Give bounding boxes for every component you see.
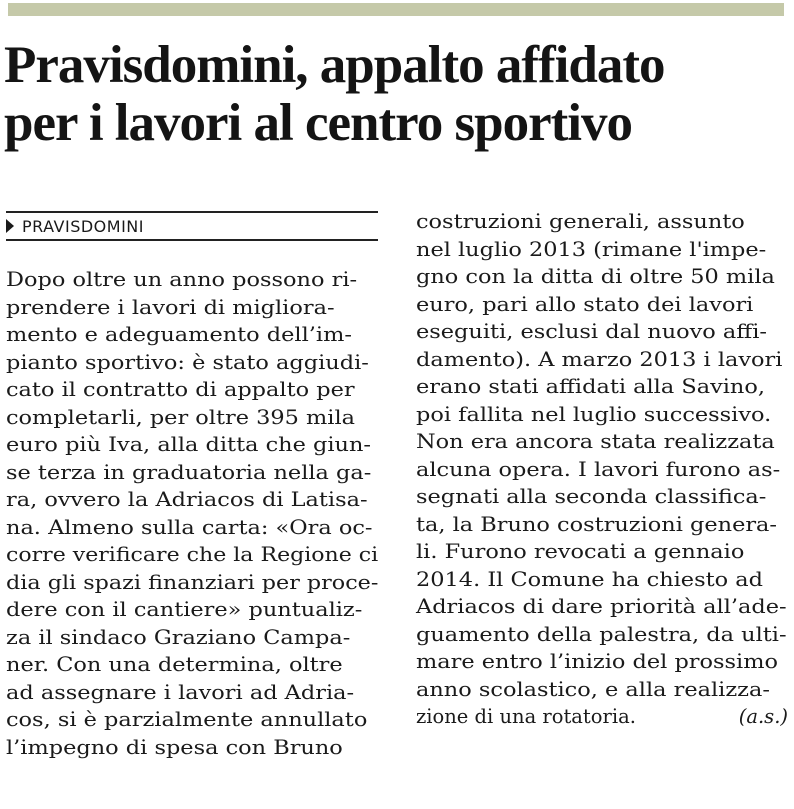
text-line: cato il contratto di appalto per: [6, 378, 355, 401]
text-line: corre verificare che la Regione ci: [6, 543, 379, 566]
text-line: pianto sportivo: è stato aggiudi-: [6, 350, 369, 374]
text-line: damento). A marzo 2013 i lavori: [416, 347, 783, 371]
text-line: ad assegnare i lavori ad Adria-: [6, 680, 355, 704]
headline-line-2: per i lavori al centro sportivo: [4, 94, 632, 152]
text-line: se terza in graduatoria nella ga-: [6, 460, 372, 484]
author-signature: (a.s.): [738, 705, 788, 728]
text-line: euro, pari allo stato dei lavori: [416, 292, 754, 316]
text-line: mento e adeguamento dell’im-: [6, 323, 352, 346]
text-line: za il sindaco Graziano Campa-: [6, 625, 351, 649]
text-line: ra, ovvero la Adriacos di Latisa-: [6, 488, 368, 511]
text-line-last: [416, 703, 788, 731]
article-column-right: [416, 208, 788, 731]
text-line: na. Almeno sulla carta: «Ora oc-: [6, 515, 373, 539]
text-line: eseguiti, esclusi dal nuovo affi-: [416, 320, 767, 343]
headline-line-1: Pravisdomini, appalto affidato: [4, 36, 665, 94]
text-line: li. Furono revocati a gennaio: [416, 540, 745, 563]
text-line: dia gli spazi finanziari per proce-: [6, 570, 379, 594]
text-line: prendere i lavori di migliora-: [6, 295, 335, 319]
text-line: l’impegno di spesa con Bruno: [6, 735, 343, 759]
section-kicker: [6, 211, 378, 241]
kicker-arrow-icon: [6, 219, 14, 233]
text-line: ner. Con una determina, oltre: [6, 653, 343, 676]
text-line: anno scolastico, e alla realizza-: [416, 677, 770, 701]
text-line: cos, si è parzialmente annullato: [6, 708, 368, 731]
text-line: costruzioni generali, assunto: [416, 210, 745, 233]
text-line: 2014. Il Comune ha chiesto ad: [416, 567, 763, 591]
text-line: completarli, per oltre 395 mila: [6, 405, 356, 429]
text-line: segnati alla seconda classifica-: [416, 485, 767, 508]
text-line: gno con la ditta di oltre 50 mila: [416, 265, 775, 288]
text-line: ta, la Bruno costruzioni genera-: [416, 512, 778, 536]
headline: [4, 36, 784, 152]
text-line: alcuna opera. I lavori furono as-: [416, 457, 781, 481]
text-line: Dopo oltre un anno possono ri-: [6, 268, 358, 291]
text-line: euro più Iva, alla ditta che giun-: [6, 433, 371, 456]
text-line: dere con il cantiere» puntualiz-: [6, 598, 363, 621]
kicker-label: PRAVISDOMINI: [22, 216, 144, 236]
text-line: nel luglio 2013 (rimane l'impe-: [416, 237, 767, 261]
article-column-left: [6, 266, 378, 761]
text-line: mare entro l’inizio del prossimo: [416, 650, 778, 673]
text-line: poi fallita nel luglio successivo.: [416, 402, 772, 426]
last-line-text: zione di una rotatoria.: [416, 705, 636, 728]
text-line: Non era ancora stata realizzata: [416, 430, 775, 453]
text-line: erano stati affidati alla Savino,: [416, 375, 766, 398]
text-line: Adriacos di dare priorità all’ade-: [416, 595, 787, 618]
top-color-band: [8, 3, 784, 16]
text-line: guamento della palestra, da ulti-: [416, 622, 787, 646]
